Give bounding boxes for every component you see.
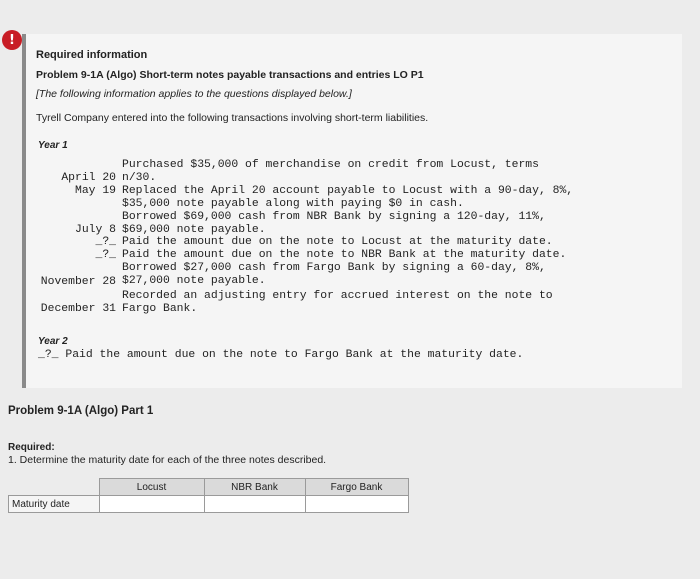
transaction-line: Replaced the April 20 account payable to Locust with a 90-day, 8%, xyxy=(122,185,574,197)
transaction-line: Borrowed $27,000 cash from Fargo Bank by signing a 60-day, 8%, xyxy=(122,262,546,274)
transaction-description xyxy=(122,211,546,236)
year-2-label: Year 2 xyxy=(38,336,68,347)
transaction-date: April 20 xyxy=(61,172,116,184)
empty-header-cell xyxy=(9,479,100,496)
problem-heading: Problem 9-1A (Algo) Short-term notes payable transactions and entries LO P1 xyxy=(36,69,424,81)
transaction-line: Borrowed $69,000 cash from NBR Bank by signing a 120-day, 11%, xyxy=(122,211,546,223)
transaction-description xyxy=(122,159,539,184)
alert-icon: ! xyxy=(2,30,22,50)
transaction-line: Paid the amount due on the note to NBR Bank at the maturity date. xyxy=(122,249,567,261)
column-header-locust: Locust xyxy=(99,479,204,496)
nbr-bank-maturity-cell[interactable] xyxy=(204,496,305,513)
transaction-description xyxy=(122,249,566,262)
transaction-date: November 28 xyxy=(40,276,116,288)
locust-maturity-cell[interactable] xyxy=(99,496,204,513)
transaction-description xyxy=(122,236,553,249)
maturity-date-table xyxy=(8,478,409,513)
table-row xyxy=(9,496,409,513)
transaction-description xyxy=(122,290,553,315)
transaction-date: December 31 xyxy=(40,303,116,315)
transaction-description xyxy=(122,185,573,210)
year-2-transaction xyxy=(38,349,523,361)
transaction-description xyxy=(122,262,546,287)
table-header-row xyxy=(9,479,409,496)
transaction-date-unknown: _?_ xyxy=(95,236,116,248)
fargo-bank-maturity-cell[interactable] xyxy=(305,496,408,513)
part-title: Problem 9-1A (Algo) Part 1 xyxy=(8,405,154,417)
locust-maturity-input[interactable] xyxy=(100,496,204,512)
transaction-date: July 8 xyxy=(74,224,116,236)
transaction-description: Paid the amount due on the note to Fargo Bank at the maturity date. xyxy=(65,349,524,361)
transaction-date-unknown: _?_ xyxy=(95,249,116,261)
transaction-line: Fargo Bank. xyxy=(122,302,198,315)
transaction-date: May 19 xyxy=(74,185,116,197)
column-header-nbr-bank: NBR Bank xyxy=(204,479,305,496)
required-item: 1. Determine the maturity date for each of the three notes described. xyxy=(8,454,327,466)
transaction-date-unknown: _?_ xyxy=(38,349,59,361)
transaction-line: Recorded an adjusting entry for accrued interest on the note to xyxy=(122,290,553,302)
nbr-bank-maturity-input[interactable] xyxy=(205,496,305,512)
required-label: Required: xyxy=(8,442,55,453)
transaction-line: n/30. xyxy=(122,171,157,184)
transaction-line: $35,000 note payable along with paying $0 in cash. xyxy=(122,197,464,210)
applies-note: [The following information applies to the questions displayed below.] xyxy=(36,88,352,100)
row-label-maturity-date: Maturity date xyxy=(9,496,100,513)
year-1-label: Year 1 xyxy=(38,140,68,151)
transaction-line: $69,000 note payable. xyxy=(122,223,266,236)
transaction-line: Purchased $35,000 of merchandise on credit from Locust, terms xyxy=(122,159,539,171)
transaction-line: Paid the amount due on the note to Locust at the maturity date. xyxy=(122,236,553,248)
transaction-line: $27,000 note payable. xyxy=(122,274,266,287)
required-information-title: Required information xyxy=(36,49,148,61)
intro-text: Tyrell Company entered into the following transactions involving short-term liabilities. xyxy=(36,112,429,124)
column-header-fargo-bank: Fargo Bank xyxy=(305,479,408,496)
fargo-bank-maturity-input[interactable] xyxy=(306,496,408,512)
